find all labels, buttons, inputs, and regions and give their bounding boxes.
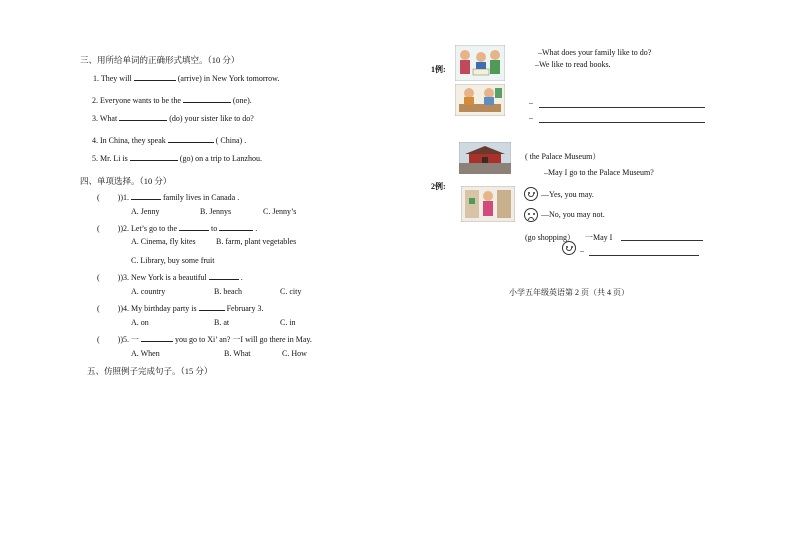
s4-q1: [97, 191, 239, 202]
s3-item-5-pre: 5. Mr. Li is: [92, 154, 128, 163]
palace-museum-image: [459, 142, 511, 174]
s3-item-2: [92, 94, 252, 105]
s3-item-5-post: (go) on a trip to Lanzhou.: [179, 154, 262, 163]
s4-q1-text: family lives in Canada .: [163, 193, 240, 202]
s4-q1-opt-c[interactable]: C. Jenny’s: [263, 207, 297, 216]
s3-item-3-blank[interactable]: [119, 112, 167, 121]
s3-item-5-blank[interactable]: [130, 152, 178, 161]
s4-q2-num: )2. Let’s go to the: [120, 224, 177, 233]
section5-title: 五、仿照例子完成句子。（15 分）: [87, 366, 213, 376]
s3-item-1-post: (arrive) in New York tomorrow.: [177, 74, 280, 83]
s4-q3-opt-b[interactable]: B. beach: [214, 287, 242, 296]
s4-q1-paren[interactable]: (: [97, 193, 100, 202]
s4-q1-paren-close: ): [117, 193, 121, 202]
s4-q3-opt-a[interactable]: A. country: [131, 287, 166, 296]
section4-title: 四、单项选择。（10 分）: [80, 176, 172, 186]
reading-family-image: [455, 84, 505, 116]
s4-q2-blank-1: [179, 222, 209, 231]
s4-q2-opt-c[interactable]: C. Library, buy some fruit: [131, 256, 215, 265]
s3-item-5: [92, 152, 262, 163]
s4-q4-blank: [199, 302, 225, 311]
s4-q5-opt-c[interactable]: C. How: [282, 349, 307, 358]
sad-face-icon: [524, 208, 538, 222]
example2-dash: –: [580, 246, 584, 255]
s4-q3-paren-close: ): [117, 273, 121, 282]
s4-q4-paren-close: ): [117, 304, 121, 313]
s4-q2-paren[interactable]: (: [97, 224, 100, 233]
s4-q5-num: )5. 一: [120, 335, 140, 344]
s3-item-1-pre: 1. They will: [93, 74, 132, 83]
shopping-image: [461, 186, 515, 222]
s4-q3-paren[interactable]: (: [97, 273, 100, 282]
s3-item-1-blank[interactable]: [134, 72, 176, 81]
section3-title: 三、用所给单词的正确形式填空。（10 分）: [80, 55, 240, 65]
s3-item-4-blank[interactable]: [168, 134, 214, 143]
s4-q4-text: February 3.: [226, 304, 264, 313]
s4-q2-mid: to: [211, 224, 218, 233]
s4-q2-opt-a[interactable]: A. Cinema, fly kites: [131, 237, 196, 246]
s3-item-3-post: (do) your sister like to do?: [169, 114, 254, 123]
example1-answer-line-2[interactable]: [539, 122, 705, 123]
s4-q2: [97, 222, 257, 233]
s4-q1-blank: [131, 191, 161, 200]
s4-q4-opt-c[interactable]: C. in: [280, 318, 296, 327]
s3-item-2-post: (one).: [232, 96, 252, 105]
example2-label: 2例:: [431, 182, 446, 191]
s3-item-2-blank[interactable]: [183, 94, 231, 103]
example2-question: –May I go to the Palace Museum?: [544, 168, 654, 177]
s4-q3-num: )3. New York is a beautiful: [120, 273, 207, 282]
s4-q4-paren[interactable]: (: [97, 304, 100, 313]
s4-q1-opt-a[interactable]: A. Jenny: [131, 207, 160, 216]
example2-place: ( the Palace Museum）: [525, 152, 601, 161]
s3-item-4-pre: 4. In China, they speak: [92, 136, 166, 145]
example2-prompt: (go shopping）: [525, 233, 575, 242]
s3-item-3: [92, 112, 254, 123]
example2-no: —No, you may not.: [541, 210, 605, 219]
s4-q2-opt-b[interactable]: B. farm, plant vegetables: [216, 237, 297, 246]
page-footer: 小学五年级英语第 2 页（共 4 页）: [509, 288, 629, 297]
example1-answer-line-1[interactable]: [539, 107, 705, 108]
s3-item-2-pre: 2. Everyone wants to be the: [92, 96, 181, 105]
example2-yes: —Yes, you may.: [541, 190, 594, 199]
s3-item-4-post: ( China) .: [215, 136, 247, 145]
s4-q4-num: )4. My birthday party is: [120, 304, 197, 313]
s4-q1-opt-b[interactable]: B. Jennys: [200, 207, 232, 216]
s4-q2-blank-2: [219, 222, 253, 231]
s4-q1-num: )1.: [120, 193, 130, 202]
s3-item-4: [92, 134, 246, 145]
family-reading-image: [455, 45, 505, 81]
example2-may-i: 一May I: [585, 233, 613, 242]
s4-q2-paren-close: ): [117, 224, 121, 233]
s4-q2-text: .: [255, 224, 258, 233]
example2-answer-line-2[interactable]: [589, 255, 699, 256]
example1-question: –What does your family like to do?: [538, 48, 652, 57]
s4-q4-opt-b[interactable]: B. at: [214, 318, 230, 327]
s4-q5-text: you go to Xi’ an? 一I will go there in May.: [175, 335, 312, 344]
happy-face-icon-2: [562, 241, 576, 255]
s4-q3-text: .: [240, 273, 243, 282]
s4-q3: [97, 271, 243, 282]
example1-dash-1: –: [529, 98, 533, 107]
s3-item-1: [93, 72, 279, 83]
example1-dash-2: –: [529, 113, 533, 122]
s4-q5-blank: [141, 333, 173, 342]
s4-q5: [97, 333, 312, 345]
s3-item-3-pre: 3. What: [92, 114, 118, 123]
example1-answer: –We like to read books.: [535, 60, 611, 69]
happy-face-icon: [524, 187, 538, 201]
s4-q3-blank: [209, 271, 239, 280]
s4-q5-paren-close: ): [117, 335, 121, 344]
s4-q5-opt-a[interactable]: A. When: [131, 349, 160, 358]
s4-q3-opt-c[interactable]: C. city: [280, 287, 302, 296]
s4-q5-paren[interactable]: (: [97, 335, 100, 344]
s4-q4-opt-a[interactable]: A. on: [131, 318, 149, 327]
example1-label: 1例:: [431, 65, 446, 74]
example2-answer-line-1[interactable]: [621, 240, 703, 241]
s4-q4: [97, 302, 263, 313]
s4-q5-opt-b[interactable]: B. What: [224, 349, 251, 358]
